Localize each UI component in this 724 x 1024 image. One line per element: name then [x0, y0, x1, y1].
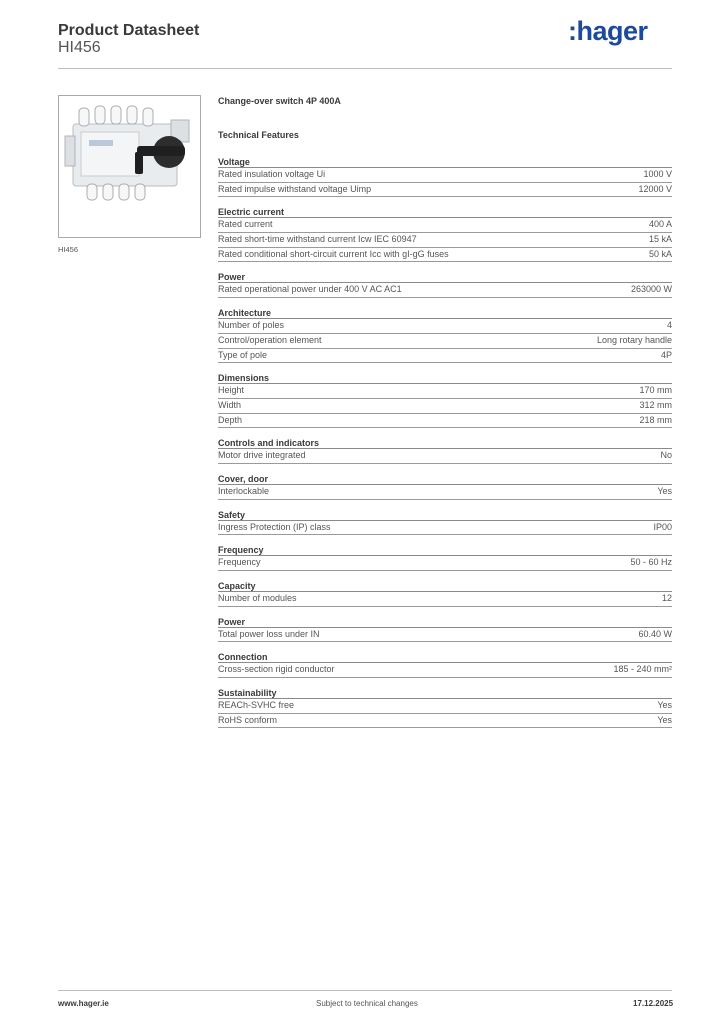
page-title: Product Datasheet: [58, 22, 200, 39]
spec-value: 263000 W: [630, 284, 672, 295]
spec-row: [218, 218, 672, 233]
section-title: Electric current: [218, 206, 672, 218]
section-title: Power: [218, 271, 672, 283]
spec-value: Yes: [657, 700, 672, 711]
section-title: Capacity: [218, 580, 672, 592]
spec-label: Type of pole: [218, 349, 268, 360]
spec-value: 15 kA: [648, 234, 672, 245]
section-gap: [218, 363, 672, 372]
spec-row: [218, 399, 672, 414]
spec-value: Yes: [657, 714, 672, 725]
spec-label: Rated current: [218, 219, 273, 230]
image-caption: HI456: [58, 245, 79, 254]
spec-value: 50 kA: [648, 248, 672, 259]
spec-row: [218, 384, 672, 399]
spec-label: Frequency: [218, 557, 261, 568]
spec-label: Total power loss under IN: [218, 628, 320, 639]
spec-row: [218, 168, 672, 183]
spec-value: 400 A: [648, 219, 672, 230]
spec-label: Ingress Protection (IP) class: [218, 521, 331, 532]
section-gap: [218, 571, 672, 580]
spec-value: 170 mm: [639, 385, 672, 396]
section-gap: [218, 642, 672, 651]
spec-value: 50 - 60 Hz: [630, 557, 672, 568]
spec-row: [218, 485, 672, 500]
section-gap: [218, 535, 672, 544]
spec-value: 1000 V: [643, 169, 672, 179]
specifications-table: [218, 156, 672, 728]
spec-value: 12000 V: [638, 183, 672, 194]
section-gap: [218, 500, 672, 509]
product-description: Change-over switch 4P 400A: [218, 96, 341, 106]
section-title: Connection: [218, 651, 672, 663]
spec-label: Interlockable: [218, 485, 270, 496]
spec-value: 60.40 W: [638, 628, 672, 639]
spec-row: [218, 319, 672, 334]
header-divider: [58, 68, 672, 69]
spec-row: [218, 349, 672, 364]
spec-row: [218, 628, 672, 643]
spec-value: 12: [661, 593, 672, 603]
section-title: Frequency: [218, 544, 672, 556]
spec-label: REACh-SVHC free: [218, 700, 295, 711]
spec-label: Number of modules: [218, 593, 297, 603]
section-title: Sustainability: [218, 687, 672, 699]
technical-features-heading: Technical Features: [218, 130, 299, 140]
section-gap: [218, 464, 672, 473]
spec-row: [218, 699, 672, 714]
spec-label: Number of poles: [218, 320, 285, 331]
spec-row: [218, 334, 672, 349]
product-image: [58, 95, 201, 238]
spec-label: Rated insulation voltage Ui: [218, 169, 326, 179]
section-title: Cover, door: [218, 473, 672, 485]
spec-row: [218, 248, 672, 263]
section-title: Safety: [218, 509, 672, 521]
spec-row: [218, 521, 672, 536]
spec-value: Long rotary handle: [596, 334, 672, 345]
spec-value: 4P: [660, 349, 672, 360]
spec-row: [218, 449, 672, 464]
section-gap: [218, 262, 672, 271]
spec-value: IP00: [653, 521, 672, 532]
spec-label: Control/operation element: [218, 334, 322, 345]
spec-row: [218, 556, 672, 571]
spec-label: RoHS conform: [218, 714, 278, 725]
section-title: Dimensions: [218, 372, 672, 384]
footer-note: Subject to technical changes: [316, 999, 418, 1008]
section-gap: [218, 428, 672, 437]
footer-divider: [58, 990, 672, 991]
footer-date: 17.12.2025: [633, 999, 674, 1008]
spec-label: Cross-section rigid conductor: [218, 664, 335, 675]
spec-value: 218 mm: [639, 414, 672, 425]
hager-logo: :hager: [568, 16, 648, 46]
spec-row: [218, 233, 672, 248]
spec-label: Rated operational power under 400 V AC AC1: [218, 284, 402, 295]
spec-value: 185 - 240 mm²: [613, 664, 672, 675]
section-gap: [218, 678, 672, 687]
spec-label: Motor drive integrated: [218, 450, 306, 461]
section-gap: [218, 197, 672, 206]
section-gap: [218, 298, 672, 307]
section-title: Power: [218, 616, 672, 628]
spec-label: Width: [218, 399, 242, 410]
spec-row: [218, 283, 672, 298]
spec-value: 4: [666, 320, 672, 331]
section-title: Controls and indicators: [218, 437, 672, 449]
spec-row: [218, 663, 672, 678]
section-title: Architecture: [218, 307, 672, 319]
spec-label: Rated short-time withstand current Icw IEC 60947: [218, 234, 417, 245]
footer-website: www.hager.ie: [58, 999, 109, 1008]
spec-row: [218, 414, 672, 429]
spec-row: [218, 592, 672, 607]
product-code: HI456: [58, 39, 101, 56]
spec-value: No: [660, 450, 672, 461]
spec-row: [218, 183, 672, 198]
spec-label: Rated impulse withstand voltage Uimp: [218, 183, 372, 194]
spec-value: 312 mm: [639, 399, 672, 410]
section-title: Voltage: [218, 156, 672, 168]
section-gap: [218, 607, 672, 616]
spec-value: Yes: [657, 485, 672, 496]
spec-row: [218, 714, 672, 729]
spec-label: Depth: [218, 414, 243, 425]
spec-label: Height: [218, 385, 245, 396]
spec-label: Rated conditional short-circuit current Icc with gI-gG fuses: [218, 248, 449, 259]
change-over-switch-illustration: [59, 96, 200, 237]
